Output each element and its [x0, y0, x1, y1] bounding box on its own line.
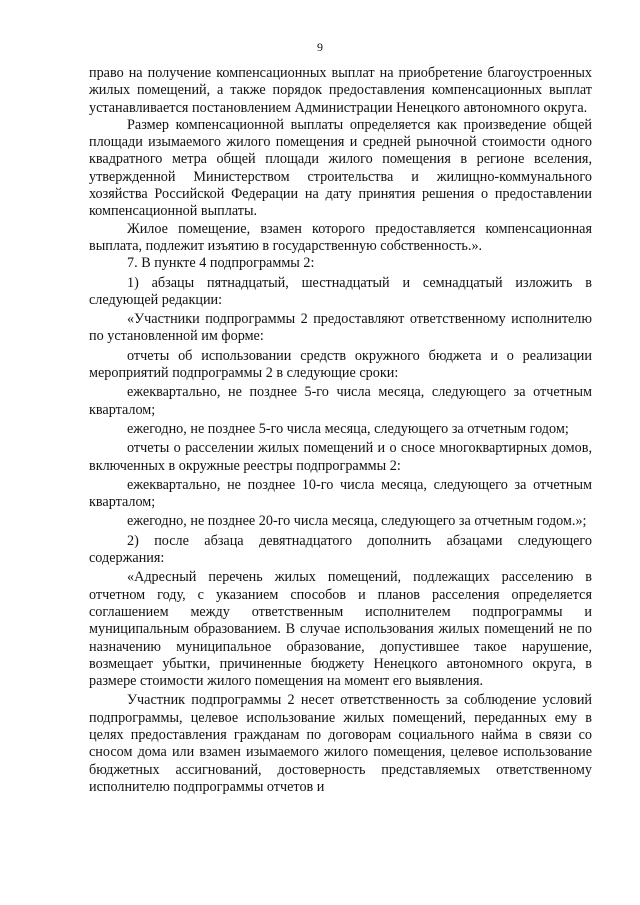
paragraph-15: Участник подпрограммы 2 несет ответственность за соблюдение условий подпрограммы, целевое использование жилых помещений, переданных ему в целях предоставления гражданам по договорам социального найма в связи со сносом дома или взамен изымаемого жилого помещения, целевое использование бюджетных ассигнований, достоверность представляемых ответственному исполнителю подпрограммы отчетов и	[89, 692, 592, 795]
document-body	[89, 65, 592, 796]
page-number: 9	[317, 40, 323, 54]
paragraph-11: ежеквартально, не позднее 10-го числа месяца, следующего за отчетным кварталом;	[89, 476, 592, 511]
paragraph-8: ежеквартально, не позднее 5-го числа месяца, следующего за отчетным кварталом;	[89, 384, 592, 418]
paragraph-14: «Адресный перечень жилых помещений, подлежащих расселению в отчетном году, с указанием способов и планов расселения определяется соглашением между ответственным исполнителем подпрограммы и муниципальным образованием. В случае использования жилых помещений не по назначению муниципальное образование, допустившее такое нарушение, возмещает убытки, причиненные бюджету Ненецкого автономного округа, в размере стоимости жилого помещения на момент его выявления.	[89, 569, 592, 690]
paragraph-12: ежегодно, не позднее 20-го числа месяца, следующего за отчетным годом.»;	[127, 513, 587, 530]
paragraph-9: ежегодно, не позднее 5-го числа месяца, следующего за отчетным годом;	[127, 420, 569, 437]
paragraph-5: 1) абзацы пятнадцатый, шестнадцатый и семнадцатый изложить в следующей редакции:	[89, 274, 592, 308]
paragraph-4: 7. В пункте 4 подпрограммы 2:	[127, 255, 315, 272]
paragraph-3: Жилое помещение, взамен которого предоставляется компенсационная выплата, подлежит изъятию в государственную собственность.».	[89, 220, 592, 254]
paragraph-10: отчеты о расселении жилых помещений и о сносе многоквартирных домов, включенных в окружные реестры подпрограммы 2:	[89, 440, 592, 474]
paragraph-13: 2) после абзаца девятнадцатого дополнить абзацами следующего содержания:	[89, 532, 592, 567]
paragraph-7: отчеты об использовании средств окружного бюджета и о реализации мероприятий подпрограммы 2 в следующие сроки:	[89, 347, 592, 382]
paragraph-1: право на получение компенсационных выплат на приобретение благоустроенных жилых помещений, а также порядок предоставления компенсационных выплат устанавливается постановлением Администрации Ненецкого автономного округа.	[89, 65, 592, 116]
paragraph-6: «Участники подпрограммы 2 предоставляют ответственному исполнителю по установленной им форме:	[89, 311, 592, 345]
paragraph-2: Размер компенсационной выплаты определяется как произведение общей площади изымаемого жилого помещения и средней рыночной стоимости одного квадратного метра общей площади жилого помещения в регионе вселения, утвержденной Министерством строительства и жилищно-коммунального хозяйства Российской Федерации на дату принятия решения о предоставлении компенсационной выплаты.	[89, 116, 592, 220]
